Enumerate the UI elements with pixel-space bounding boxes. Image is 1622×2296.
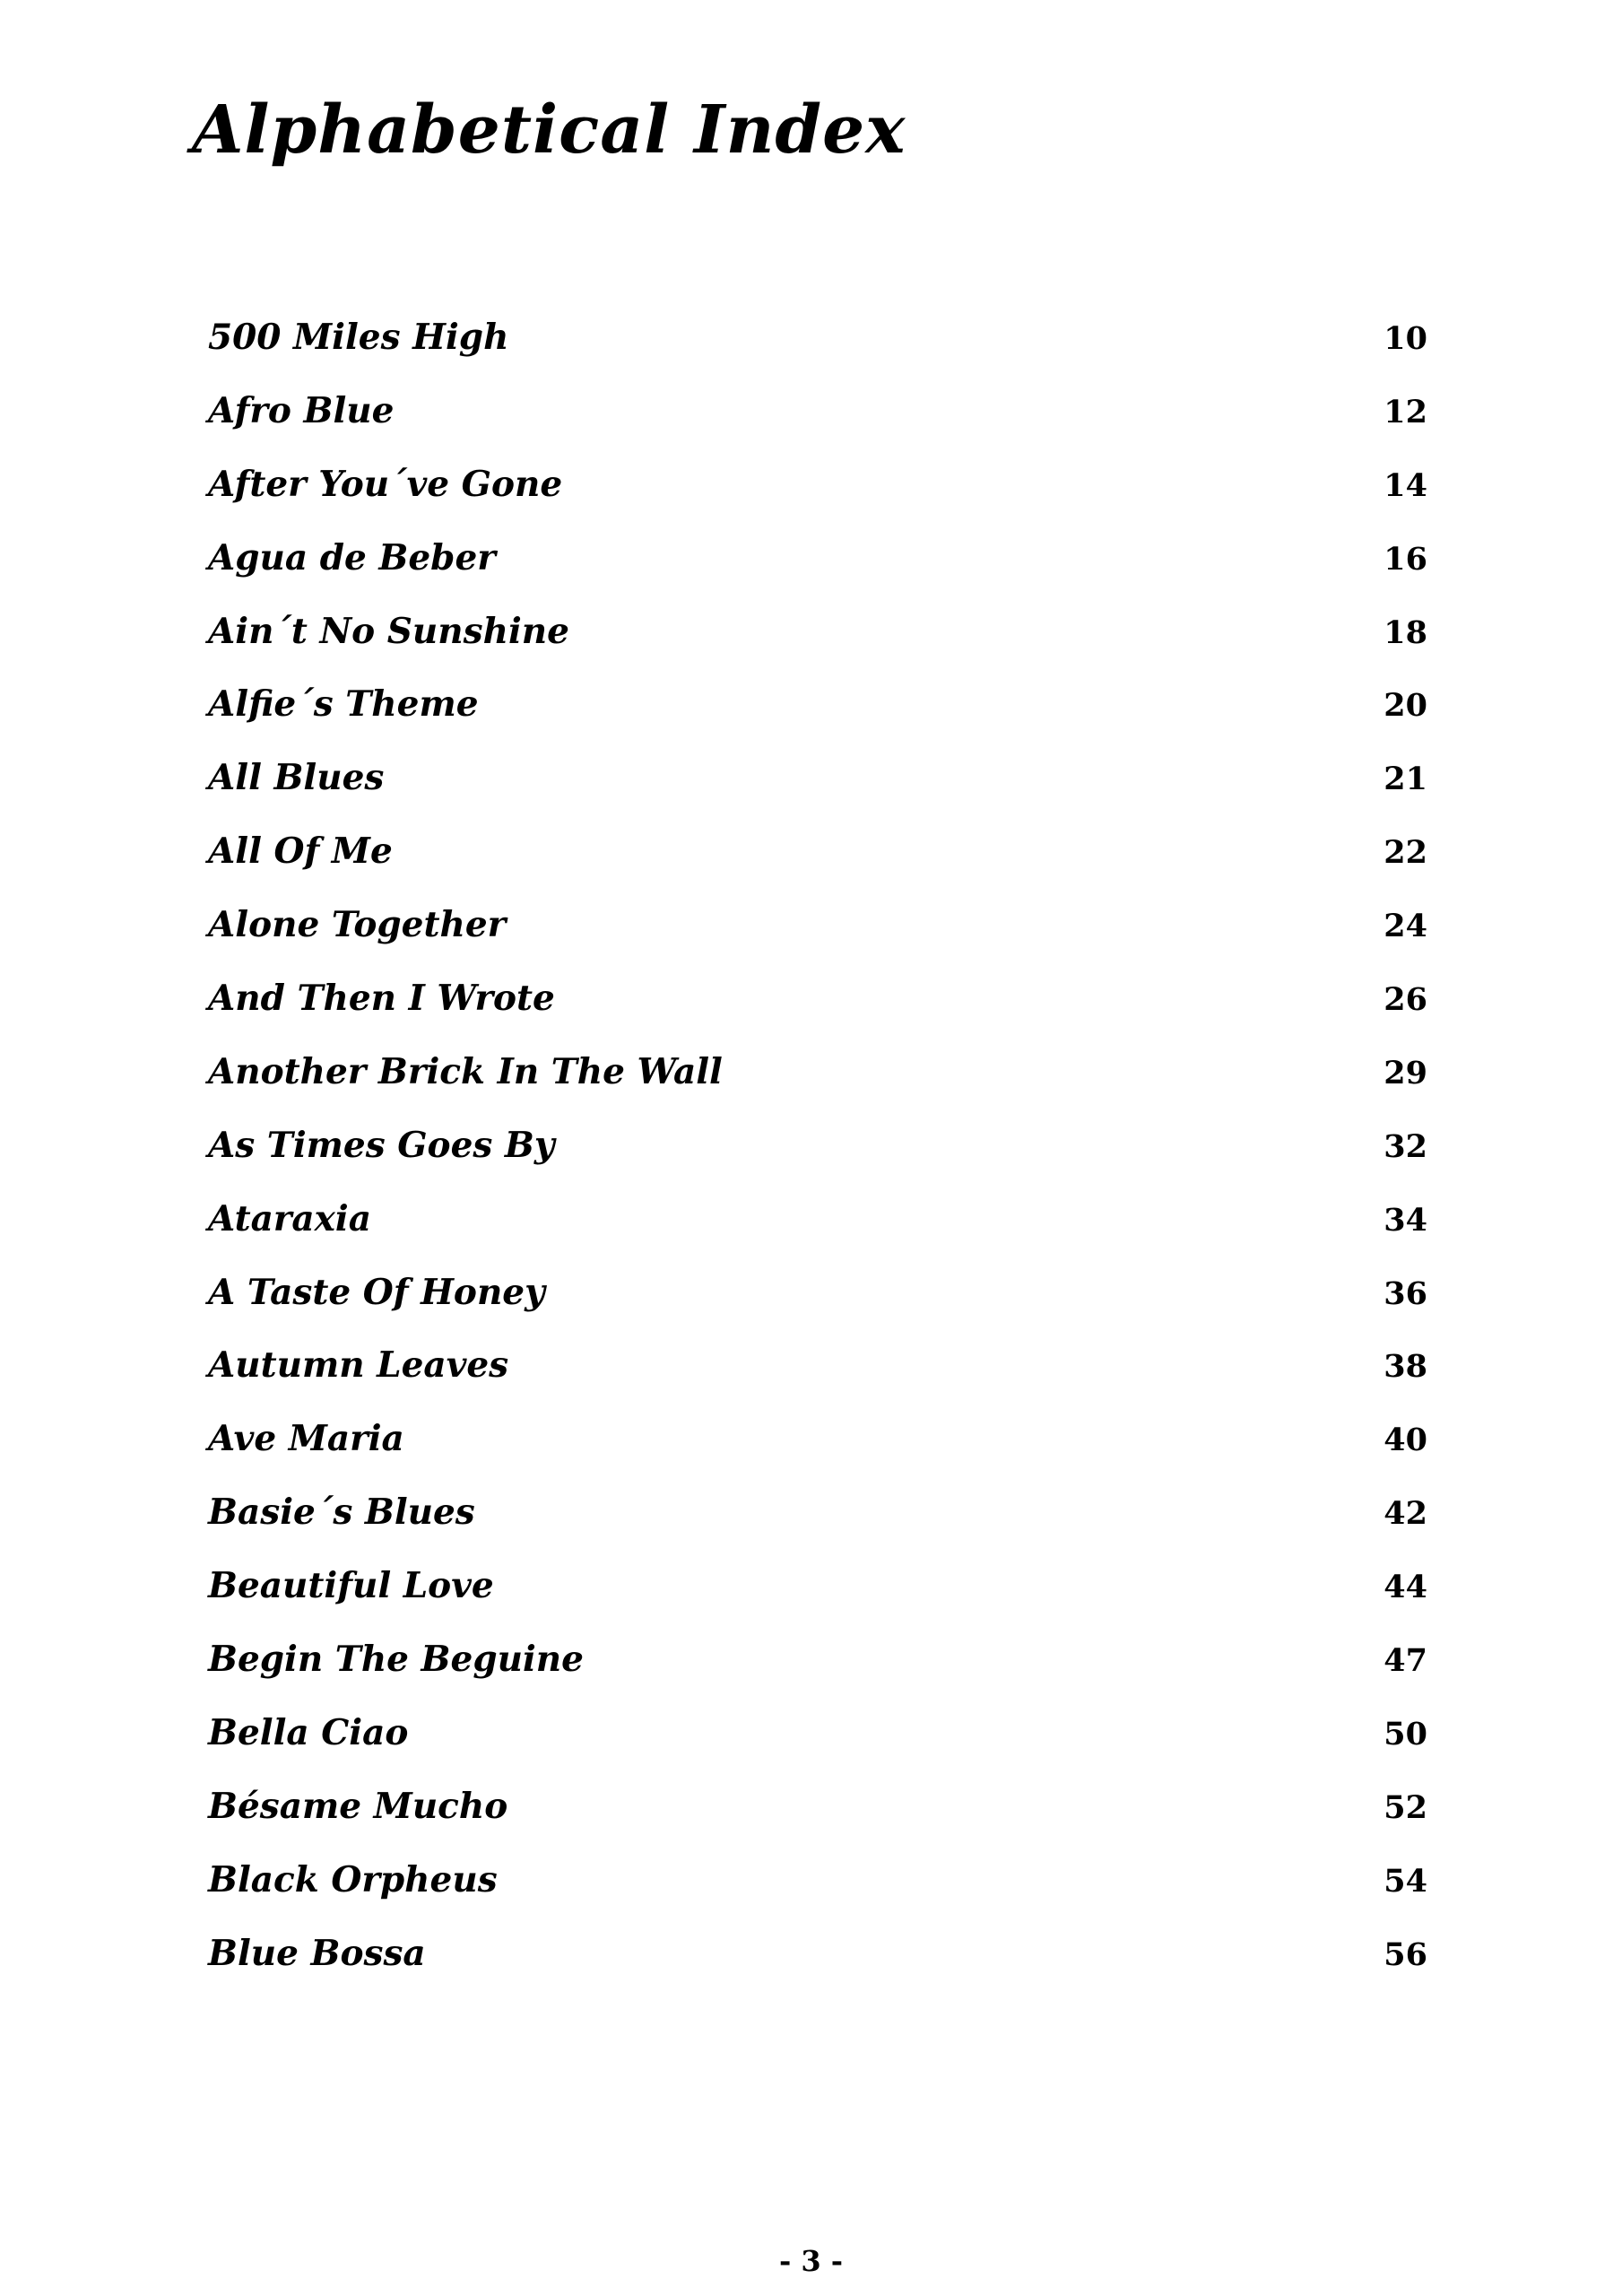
entry-title: After You´ve Gone <box>208 463 563 505</box>
entry-title: Alfie´s Theme <box>208 683 479 726</box>
entry-title: Ain´t No Sunshine <box>208 610 569 652</box>
entry-title: Agua de Beber <box>208 536 496 578</box>
index-entry[interactable] <box>208 1197 1427 1275</box>
entry-page-number: 36 <box>1383 1274 1427 1312</box>
entry-title: Another Brick In The Wall <box>208 1050 723 1092</box>
index-entry[interactable] <box>208 1271 1427 1349</box>
entry-title: 500 Miles High <box>208 317 509 358</box>
entry-page-number: 44 <box>1383 1569 1427 1606</box>
entry-title: All Blues <box>208 757 385 799</box>
entry-page-number: 12 <box>1383 393 1427 430</box>
index-entry[interactable] <box>208 536 1427 614</box>
index-entry[interactable] <box>208 1565 1427 1642</box>
entry-page-number: 29 <box>1383 1054 1427 1091</box>
entry-page-number: 18 <box>1383 613 1427 651</box>
index-entry[interactable] <box>208 610 1427 688</box>
entry-page-number: 24 <box>1383 908 1427 945</box>
entry-page-number: 40 <box>1383 1422 1427 1459</box>
entry-title: Blue Bossa <box>208 1932 426 1974</box>
index-entry[interactable] <box>208 1418 1427 1495</box>
entry-title: A Taste Of Honey <box>208 1271 545 1313</box>
entry-title: Alone Together <box>208 904 507 946</box>
entry-page-number: 21 <box>1383 761 1427 798</box>
entry-page-number: 50 <box>1383 1715 1427 1752</box>
index-entry[interactable] <box>208 1711 1427 1789</box>
index-entry[interactable] <box>208 757 1427 834</box>
index-entry[interactable] <box>208 1932 1427 2010</box>
index-entry[interactable] <box>208 1639 1427 1716</box>
index-entry[interactable] <box>208 1050 1427 1128</box>
entry-page-number: 34 <box>1383 1201 1427 1239</box>
entry-page-number: 42 <box>1383 1495 1427 1533</box>
entry-title: Ave Maria <box>208 1418 404 1460</box>
index-entry[interactable] <box>208 317 1427 394</box>
entry-page-number: 14 <box>1383 466 1427 504</box>
entry-title: Ataraxia <box>208 1197 372 1239</box>
index-entry[interactable] <box>208 683 1427 761</box>
index-entry[interactable] <box>208 1124 1427 1202</box>
entry-title: Begin The Beguine <box>208 1639 584 1681</box>
page-number: - 3 - <box>778 2244 844 2278</box>
entry-title: And Then I Wrote <box>208 978 555 1020</box>
entry-title: Beautiful Love <box>208 1565 494 1607</box>
entry-title: Autumn Leaves <box>208 1344 509 1387</box>
index-entry[interactable] <box>208 831 1427 908</box>
entry-title: Bésame Mucho <box>208 1785 508 1827</box>
index-entry[interactable] <box>208 1858 1427 1936</box>
entry-page-number: 54 <box>1383 1862 1427 1900</box>
index-entry[interactable] <box>208 1344 1427 1422</box>
index-list <box>208 317 1427 2009</box>
entry-page-number: 56 <box>1383 1935 1427 1973</box>
index-entry[interactable] <box>208 978 1427 1055</box>
entry-page-number: 47 <box>1383 1642 1427 1680</box>
page-title: Alphabetical Index <box>192 91 906 169</box>
index-entry[interactable] <box>208 1492 1427 1569</box>
entry-title: All Of Me <box>208 831 393 873</box>
entry-title: Bella Ciao <box>208 1711 409 1753</box>
entry-title: As Times Goes By <box>208 1124 555 1166</box>
entry-page-number: 52 <box>1383 1788 1427 1826</box>
entry-title: Basie´s Blues <box>208 1492 475 1534</box>
entry-page-number: 22 <box>1383 834 1427 872</box>
entry-page-number: 20 <box>1383 687 1427 725</box>
index-entry[interactable] <box>208 1785 1427 1863</box>
entry-page-number: 26 <box>1383 981 1427 1019</box>
entry-page-number: 32 <box>1383 1127 1427 1165</box>
entry-page-number: 10 <box>1383 320 1427 357</box>
entry-page-number: 38 <box>1383 1348 1427 1386</box>
entry-page-number: 16 <box>1383 540 1427 578</box>
entry-title: Afro Blue <box>208 389 395 431</box>
index-entry[interactable] <box>208 389 1427 467</box>
index-entry[interactable] <box>208 463 1427 541</box>
entry-title: Black Orpheus <box>208 1858 498 1900</box>
index-entry[interactable] <box>208 904 1427 981</box>
